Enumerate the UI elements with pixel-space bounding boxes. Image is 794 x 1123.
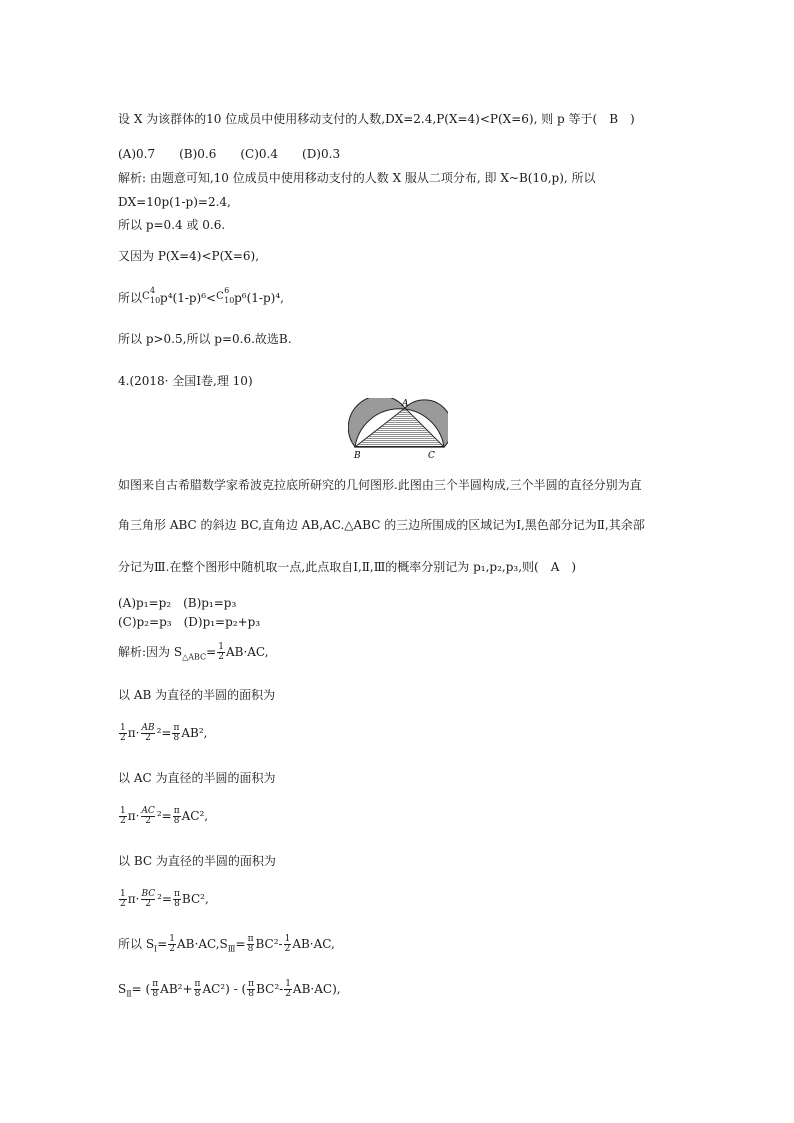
vertex-label-c: C bbox=[428, 451, 435, 460]
hippocrates-lunes-figure bbox=[348, 398, 448, 460]
combination-symbol: C 6 10 bbox=[216, 286, 235, 305]
semicircle-bc-area: $\frac{1}{2}$ π· $\frac{BC}{2} ^2=$ $\frac{\pi}{8}$ BC², bbox=[120, 889, 209, 909]
question-4-stem: 分记为Ⅲ.在整个图形中随机取一点,此点取自Ⅰ,Ⅱ,Ⅲ的概率分别记为 p₁,p₂,p₃,则( A ) bbox=[118, 560, 577, 574]
analysis-line: 解析: 由题意可知,10 位成员中使用移动支付的人数 X 服从二项分布, 即 X~B(10,p), 所以 bbox=[118, 171, 596, 185]
question-4-options: (A)p₁=p₂ (B)p₁=p₃ bbox=[118, 596, 237, 610]
question-4-stem: 角三角形 ABC 的斜边 BC,直角边 AB,AC.△ABC 的三边所围成的区域记为Ⅰ,黑色部分记为Ⅱ,其余部 bbox=[118, 518, 645, 532]
region-area-formula: 所以 $S_Ⅰ=$ $\frac{1}{2}$ $AB\cdot AC,S_Ⅲ=$ $\frac{\pi}{8}$ BC²- $\frac{1}{2}$ AB·AC, bbox=[118, 934, 335, 954]
question-3-options: (A)0.7 (B)0.6 (C)0.4 (D)0.3 bbox=[118, 147, 341, 161]
vertex-label-b: B bbox=[354, 451, 361, 460]
analysis-line: 所以 p>0.5,所以 p=0.6.故选B. bbox=[118, 332, 292, 346]
vertex-label-a: A bbox=[402, 399, 409, 409]
question-3-stem: 设 X 为该群体的10 位成员中使用移动支付的人数,DX=2.4,P(X=4)<P(X=6), 则 p 等于( B ) bbox=[118, 112, 635, 126]
analysis-line: 以 AC 为直径的半圆的面积为 bbox=[118, 771, 276, 785]
question-4-stem: 如图来自古希腊数学家希波克拉底所研究的几何图形.此图由三个半圆构成,三个半圆的直径分别为直 bbox=[118, 478, 642, 492]
analysis-combination-line: 所以 C 4 10 p⁴(1-p)⁶< C 6 10 p⁶(1-p)⁴, bbox=[118, 286, 284, 305]
analysis-line: 以 AB 为直径的半圆的面积为 bbox=[118, 688, 276, 702]
question-4-header: 4.(2018· 全国Ⅰ卷,理 10) bbox=[118, 374, 253, 388]
region-area-formula: $S_Ⅱ=$ ( $\frac{\pi}{8}$ AB²+ $\frac{\pi}{8}$ AC²) - ( $\frac{\pi}{8}$ BC²- $\frac{1}{2}$ AB·AC), bbox=[118, 979, 341, 999]
analysis-line: DX=10p(1-p)=2.4, bbox=[118, 195, 231, 209]
analysis-formula-line: 解析:因为 $S_{\triangle ABC}=$ $\frac{1}{2}$ AB·AC, bbox=[118, 642, 269, 662]
analysis-line: 以 BC 为直径的半圆的面积为 bbox=[118, 854, 276, 868]
combination-symbol: C 4 10 bbox=[142, 286, 161, 305]
analysis-line: 又因为 P(X=4)<P(X=6), bbox=[118, 249, 260, 263]
semicircle-ac-area: $\frac{1}{2}$ π· $\frac{AC}{2} ^2=$ $\frac{\pi}{8}$ AC², bbox=[120, 806, 209, 826]
question-4-options: (C)p₂=p₃ (D)p₁=p₂+p₃ bbox=[118, 615, 261, 629]
semicircle-ab-area: $\frac{1}{2}$ π· $\frac{AB}{2} ^2=$ $\frac{\pi}{8}$ AB², bbox=[120, 723, 208, 743]
analysis-line: 所以 p=0.4 或 0.6. bbox=[118, 218, 226, 232]
